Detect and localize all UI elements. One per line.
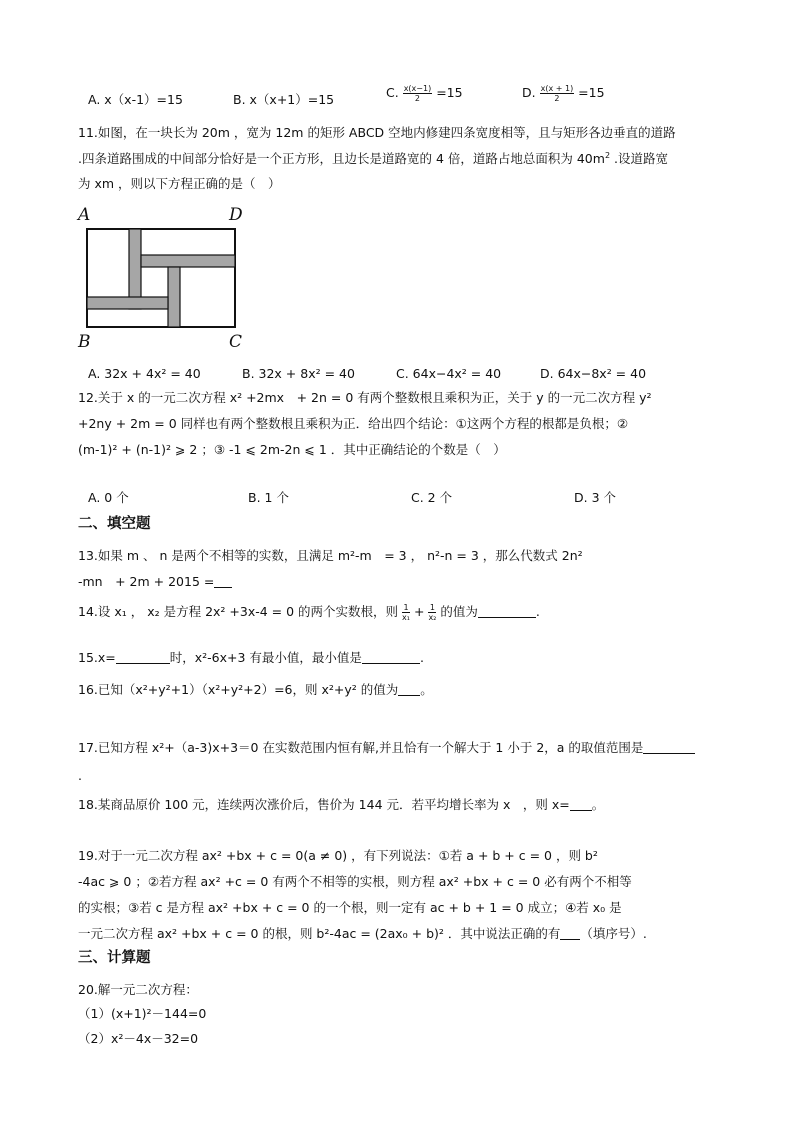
q18-answer-blank[interactable] — [570, 798, 592, 811]
q19-answer-blank[interactable] — [560, 927, 580, 940]
q11-option-b: B. 32x + 8x² = 40 — [242, 366, 355, 381]
q12-option-c: C. 2 个 — [411, 490, 453, 505]
q10-d-suffix: =15 — [578, 85, 605, 100]
fraction-denominator: x₁ — [402, 613, 410, 622]
q12-line-3: (m-1)² + (n-1)² ⩾ 2 ；③ -1 ⩽ 2m-2n ⩽ 1 ．其中正确结论的个数是（ ） — [78, 442, 506, 457]
q17-line-1 — [78, 738, 695, 756]
q11-line-2 — [78, 149, 668, 167]
q15-suffix: . — [419, 650, 424, 665]
q16-answer-blank[interactable] — [398, 683, 420, 696]
q15-answer-blank-1[interactable] — [116, 651, 170, 664]
q14-suffix: 的值为 — [440, 604, 478, 619]
q20-part-2: （2）x²－4x－32=0 — [78, 1031, 199, 1046]
vertex-label-b: B — [78, 332, 91, 352]
q20-part-1: （1）(x+1)²－144=0 — [78, 1006, 207, 1021]
rectangle-abcd — [87, 229, 235, 327]
fraction-denominator: 2 — [554, 94, 560, 103]
q11-line-1: 11.如图，在一块长为 20m ，宽为 12m 的矩形 ABCD 空地内修建四条宽度相等，且与矩形各边垂直的道路 — [78, 125, 676, 140]
q13-line-1: 13.如果 m 、 n 是两个不相等的实数，且满足 m²-m = 3 ， n²-n = 3 ，那么代数式 2n² — [78, 548, 583, 563]
q11-option-d: D. 64x−8x² = 40 — [540, 366, 647, 381]
fraction-denominator: 2 — [414, 94, 420, 103]
fraction-numerator: x(x + 1) — [540, 84, 574, 93]
q10-option-a: A. x（x-1）=15 — [88, 92, 183, 107]
vertex-label-a: A — [78, 205, 91, 225]
q11-option-a: A. 32x + 4x² = 40 — [88, 366, 201, 381]
q13-answer-blank[interactable] — [214, 575, 232, 588]
q18-suffix: 。 — [591, 797, 605, 812]
q17-line-2: . — [78, 768, 82, 783]
q19-line-4 — [78, 924, 647, 942]
rectangle-figure — [76, 205, 256, 355]
road-horizontal-top — [141, 255, 235, 267]
fraction-numerator: 1 — [429, 603, 435, 612]
q19-line-4-end: （填序号）. — [580, 926, 647, 941]
q10-option-d — [522, 84, 605, 103]
q19-line-4-text: 一元二次方程 ax² +bx + c = 0 的根，则 b²-4ac = (2ax₀ + b)² ．其中说法正确的有 — [78, 926, 561, 941]
section-heading-fill-in: 二、填空题 — [78, 516, 151, 532]
q14-text: 14.设 x₁ ， x₂ 是方程 2x² +3x-4 = 0 的两个实数根，则 — [78, 604, 399, 619]
q15-text: 15.x= — [78, 650, 116, 665]
q11-line-3: 为 xm ，则以下方程正确的是（ ） — [78, 176, 281, 191]
q11-superscript: 2 — [604, 151, 611, 160]
fraction-numerator: 1 — [403, 603, 409, 612]
q15-answer-blank-2[interactable] — [362, 651, 420, 664]
q14-line: 14.设 x₁ ， x₂ 是方程 2x² +3x-4 = 0 的两个实数根，则 $\frac{1}{\text{x₁}}$ + $\frac{1}{\text{x₂}}$ 的值为 . — [78, 603, 540, 622]
q12-option-b: B. 1 个 — [248, 490, 289, 505]
q15-line — [78, 648, 424, 666]
q17-text: 17.已知方程 x²+（a-3)x+3＝0 在实数范围内恒有解,并且恰有一个解大于 1 小于 2，a 的取值范围是 — [78, 740, 644, 755]
q14-answer-blank[interactable] — [478, 605, 536, 618]
vertex-label-c: C — [229, 332, 243, 352]
q12-option-a: A. 0 个 — [88, 490, 129, 505]
q11-line-2-end: .设道路宽 — [610, 151, 668, 166]
q19-line-1: 19.对于一元二次方程 ax² +bx + c = 0(a ≠ 0) ，有下列说法：①若 a + b + c = 0 ，则 b² — [78, 848, 598, 863]
q11-option-c: C. 64x−4x² = 40 — [396, 366, 502, 381]
q16-line — [78, 680, 433, 698]
q14-fraction-2 — [428, 603, 436, 622]
q17-answer-blank[interactable] — [643, 741, 695, 754]
q12-line-2: +2ny + 2m = 0 同样也有两个整数根且乘积为正．给出四个结论：①这两个方程的根都是负根；② — [78, 416, 629, 431]
q14-plus: + — [413, 604, 425, 619]
q10-option-b: B. x（x+1）=15 — [233, 92, 335, 107]
road-vertical-right — [168, 267, 180, 327]
q10-c-suffix: =15 — [436, 85, 463, 100]
q16-suffix: 。 — [420, 682, 433, 697]
q16-text: 16.已知（x²+y²+1）（x²+y²+2）=6，则 x²+y² 的值为 — [78, 682, 399, 697]
q12-line-1: 12.关于 x 的一元二次方程 x² +2mx + 2n = 0 有两个整数根且乘积为正，关于 y 的一元二次方程 y² — [78, 390, 652, 405]
q18-text: 18.某商品原价 100 元，连续两次涨价后，售价为 144 元．若平均增长率为 x ，则 x= — [78, 797, 570, 812]
q10-option-c — [386, 84, 463, 103]
q18-line — [78, 795, 604, 813]
q11-line-2-text: .四条道路围成的中间部分恰好是一个正方形，且边长是道路宽的 4 倍，道路占地总面积为 40m — [78, 151, 605, 166]
vertex-label-d: D — [229, 205, 243, 225]
q10-d-fraction — [540, 84, 575, 103]
section-heading-calculation: 三、计算题 — [78, 950, 151, 966]
q10-d-label: D. — [522, 85, 536, 100]
fraction-denominator: x₂ — [428, 613, 437, 622]
q19-line-2: -4ac ⩾ 0 ；②若方程 ax² +c = 0 有两个不相等的实根，则方程 ax² +bx + c = 0 必有两个不相等 — [78, 874, 632, 889]
q15-middle: 时，x²-6x+3 有最小值，最小值是 — [169, 650, 362, 665]
q13-line-2-text: -mn + 2m + 2015 = — [78, 574, 215, 589]
fraction-numerator: x(x−1) — [403, 84, 432, 93]
q10-c-fraction — [403, 84, 433, 103]
q12-option-d: D. 3 个 — [574, 490, 616, 505]
q14-fraction-1 — [402, 603, 410, 622]
q20-title: 20.解一元二次方程： — [78, 982, 198, 997]
road-horizontal-bottom — [87, 297, 168, 309]
q19-line-3: 的实根；③若 c 是方程 ax² +bx + c = 0 的一个根，则一定有 ac + b + 1 = 0 成立；④若 x₀ 是 — [78, 900, 622, 915]
q13-line-2 — [78, 572, 232, 590]
q10-c-label: C. — [386, 85, 399, 100]
